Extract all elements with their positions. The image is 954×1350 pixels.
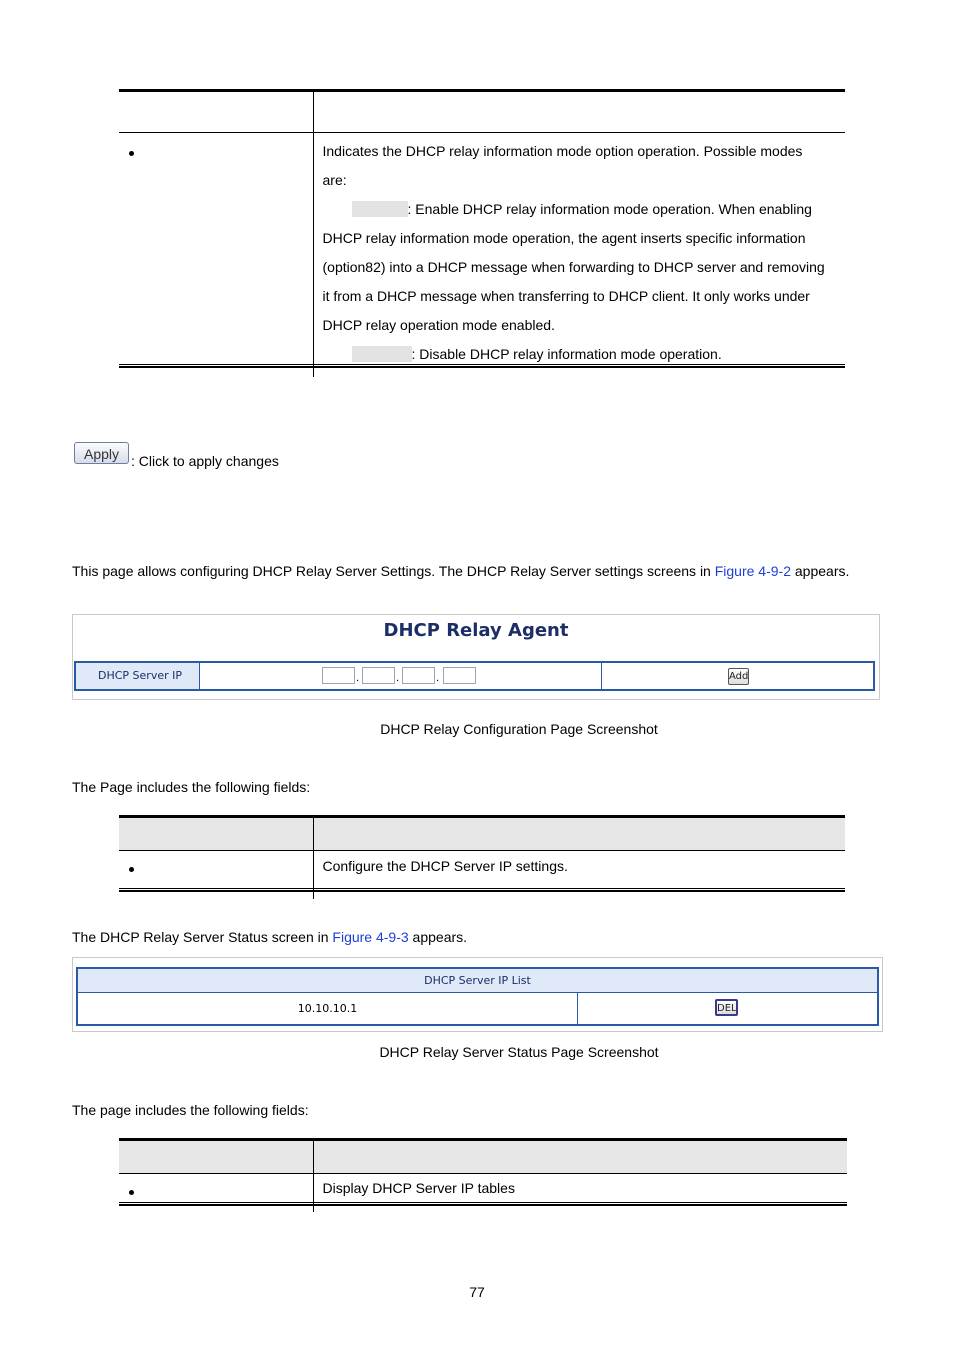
figure-caption-2: DHCP Relay Server Status Page Screenshot (379, 1044, 659, 1060)
disabled-swatch (352, 346, 412, 362)
desc-line: DHCP relay operation mode enabled. (322, 317, 555, 333)
figure-caption-1: DHCP Relay Configuration Page Screenshot (380, 721, 658, 737)
add-button[interactable]: Add (728, 668, 749, 685)
figure-4-9-3-link[interactable]: Figure 4-9-3 (332, 929, 409, 945)
table2-header-row (119, 818, 845, 851)
table3-row (119, 1174, 847, 1213)
table1-header-object (119, 92, 313, 133)
table1-header-description (313, 92, 845, 133)
table3-bottom-rule (119, 1202, 847, 1206)
ip-octet-2-input[interactable] (362, 667, 395, 684)
fields-intro-1: The Page includes the following fields: (72, 779, 311, 795)
ip-octet-4-input[interactable] (443, 667, 476, 684)
add-cell (602, 663, 873, 689)
apply-button[interactable]: Apply (74, 442, 129, 464)
server-ip-list-table (76, 967, 879, 1026)
apply-description: : Click to apply changes (131, 453, 279, 469)
server-ip-value: 10.10.10.1 (78, 993, 578, 1025)
ip-octet-3-input[interactable] (402, 667, 435, 684)
server-ip-label: DHCP Server IP (76, 663, 200, 689)
enabled-desc: : Enable DHCP relay information mode operation. When enabling (407, 201, 812, 217)
intro-text: This page allows configuring DHCP Relay Server Settings. The DHCP Relay Server settings screens in (72, 563, 715, 579)
bullet-icon (129, 1190, 134, 1195)
table3-header-row (119, 1141, 847, 1174)
info-mode-table (119, 92, 845, 377)
bullet-icon (129, 867, 134, 872)
enabled-swatch (352, 201, 408, 217)
desc-line: DHCP relay information mode operation, the agent inserts specific information (322, 230, 806, 246)
server-ip-inputs (200, 663, 602, 689)
status-intro-paragraph (72, 929, 467, 945)
table2-header-description (313, 818, 845, 851)
table3-description: Display DHCP Server IP tables (313, 1174, 847, 1213)
table1-object-cell (119, 133, 313, 378)
table3-object-cell (119, 1174, 313, 1213)
relay-agent-screenshot (72, 614, 880, 700)
server-ip-list-row (78, 993, 877, 1025)
table3-header-object (119, 1141, 313, 1174)
desc-line: Indicates the DHCP relay information mode option operation. Possible modes (322, 143, 803, 159)
desc-line: it from a DHCP message when transferring to DHCP client. It only works under (322, 288, 810, 304)
del-cell (578, 993, 877, 1025)
server-ip-row (74, 661, 875, 691)
ip-octet-1-input[interactable] (322, 667, 355, 684)
table2-header-object (119, 818, 313, 851)
intro-text-end: appears. (791, 563, 850, 579)
desc-line: (option82) into a DHCP message when forwarding to DHCP server and removing (322, 259, 825, 275)
table3-header-description (313, 1141, 847, 1174)
status-intro-text-end: appears. (408, 929, 468, 945)
octet-separator: . (396, 672, 400, 684)
table1-header-row (119, 92, 845, 133)
enabled-option-line (323, 195, 846, 224)
page-number: 77 (469, 1284, 485, 1300)
table1-row (119, 133, 845, 378)
del-button[interactable]: DEL (715, 999, 738, 1016)
server-status-screenshot (72, 957, 883, 1032)
intro-paragraph (72, 563, 849, 579)
server-ip-fields-table (119, 818, 845, 899)
table2-description: Configure the DHCP Server IP settings. (313, 851, 845, 900)
table1-bottom-rule (119, 364, 845, 368)
octet-separator: . (356, 672, 360, 684)
octet-separator: . (436, 672, 440, 684)
fields-intro-2: The page includes the following fields: (72, 1102, 309, 1118)
figure-4-9-2-link[interactable]: Figure 4-9-2 (714, 563, 791, 579)
table2-bottom-rule (119, 888, 845, 892)
status-intro-text: The DHCP Relay Server Status screen in (72, 929, 333, 945)
table1-description-cell (313, 133, 845, 378)
bullet-icon (129, 151, 134, 156)
disabled-desc: : Disable DHCP relay information mode operation. (411, 346, 722, 362)
server-ip-list-title: DHCP Server IP List (78, 969, 877, 993)
relay-agent-title: DHCP Relay Agent (383, 620, 569, 641)
desc-line: are: (322, 172, 347, 188)
